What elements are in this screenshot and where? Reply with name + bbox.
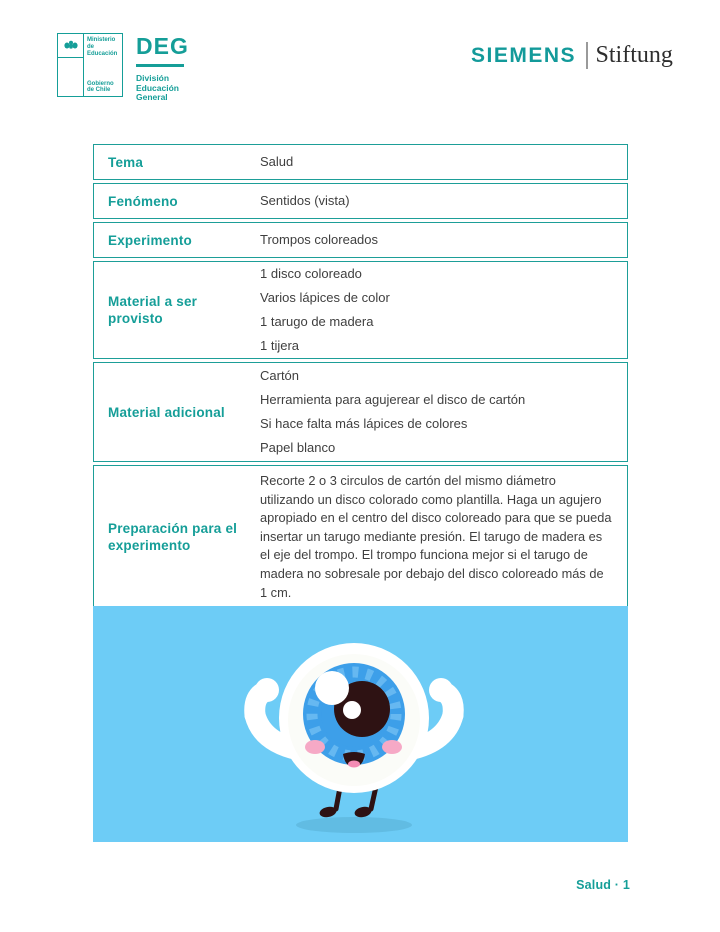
ministry-title-line1: Ministerio de (87, 37, 116, 50)
row-label: Material adicional (108, 404, 225, 420)
ministry-title (87, 37, 120, 58)
mascot-highlight-large (315, 671, 349, 705)
siemens-stiftung-logo (471, 42, 673, 69)
mascot-right-cheek (382, 740, 402, 754)
row-value: Sentidos (vista) (260, 193, 350, 208)
table-row-fenomeno (93, 183, 628, 219)
mascot-highlight-small (343, 701, 361, 719)
mascot-left-cheek (305, 740, 325, 754)
deg-division-line1: División (136, 73, 170, 83)
deg-rule (136, 64, 184, 67)
mascot-shadow (296, 817, 412, 833)
table-row-tema (93, 144, 628, 180)
page-number-label: Salud · 1 (576, 878, 630, 892)
eyeball-mascot-illustration (93, 606, 628, 842)
table-row-material-provisto (93, 261, 628, 359)
deg-acronym: DEG (136, 33, 189, 59)
table-row-material-adicional (93, 362, 628, 462)
material-item: 1 tarugo de madera (260, 314, 374, 329)
material-item: Varios lápices de color (260, 290, 390, 305)
material-item: 1 tijera (260, 338, 300, 353)
stiftung-wordmark: Stiftung (595, 42, 673, 68)
preparation-paragraph: Recorte 2 o 3 circulos de cartón del mismo diámetro utilizando un disco colorado como plantilla. Haga un agujero apropiado en el centro del disco coloreado para que se pueda insertar un tarugo mediante presión. El tarugo de madera es el eje del trompo. El trompo funciona mejor si el tarugo de madera no sobresale por debajo del disco coloreado más de 1 cm. (260, 473, 612, 600)
row-label: Tema (108, 154, 144, 170)
page-footer (576, 878, 630, 892)
ministry-title-line2: Educación (87, 51, 118, 57)
siemens-divider (586, 42, 588, 69)
ministry-logo-text (84, 34, 122, 96)
ministry-logo-left-column (58, 34, 84, 96)
experiment-spec-table (93, 144, 628, 609)
deg-division-line2: Educación (136, 82, 179, 93)
row-value: Salud (260, 154, 294, 169)
ministry-of-education-logo (57, 33, 123, 97)
row-value: Trompos coloreados (260, 232, 379, 247)
deg-division-text (136, 74, 226, 103)
material-item: Papel blanco (260, 440, 336, 455)
material-item: Cartón (260, 368, 300, 383)
siemens-wordmark: SIEMENS (471, 43, 577, 67)
row-label: Preparación para el experimento (108, 521, 238, 554)
row-label: Experimento (108, 232, 192, 248)
row-label: Material a ser provisto (108, 294, 198, 326)
material-item: Herramienta para agujerear el disco de cartón (260, 392, 526, 407)
chile-coat-of-arms-icon (58, 34, 83, 58)
deg-division-line3: General (136, 92, 168, 102)
row-label: Fenómeno (108, 193, 178, 209)
mascot-left-fist (255, 678, 279, 702)
chile-coat-of-arms-icon (64, 40, 78, 51)
material-item: Si hace falta más lápices de colores (260, 416, 468, 431)
deg-logo (136, 34, 226, 103)
material-item: 1 disco coloreado (260, 266, 362, 281)
gobierno-de-chile-label: Gobierno de Chile (87, 81, 114, 93)
table-row-experimento (93, 222, 628, 258)
mascot-right-fist (429, 678, 453, 702)
eyeball-mascot (93, 606, 628, 842)
table-row-preparacion (93, 465, 628, 609)
